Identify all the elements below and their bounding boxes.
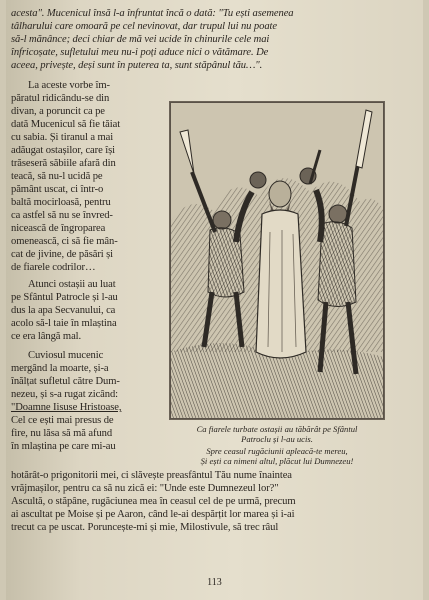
column-line: dus la apa Secvanului, ca: [11, 305, 116, 316]
column-line: pe Sfântul Patrocle și l-au: [11, 292, 118, 303]
figure-verse: Spre ceasul rugăciunii apleacă-te mereu,: [206, 446, 348, 456]
text-line: trecut ca pe uscat. Poruncește-mi și mie, Milostivule, să trec râul: [11, 522, 279, 533]
figure-verse: Și ești ca nimeni altul, plăcut lui Dumnezeu!: [200, 456, 354, 466]
column-line: fire, nu lăsa să mă afund: [11, 428, 113, 439]
text-line: acesta". Mucenicul însă l-a înfruntat încă o dată: "Tu ești asemenea: [11, 8, 294, 19]
column-line: adăugat ostașilor, care își: [11, 145, 115, 156]
column-line: nezeu, și s-a rugat zicând:: [11, 389, 119, 400]
book-page: [6, 0, 423, 600]
column-line: nicească de îngroparea: [11, 223, 106, 234]
column-line: Cuviosul mucenic: [28, 350, 104, 361]
column-line: cat de jivine, de păsări și: [11, 249, 114, 260]
column-line: înălțat sufletul către Dum-: [11, 376, 120, 387]
column-line: "Doamne Iisuse Hristoase,: [11, 402, 122, 413]
text-line: vrăjmașilor, pentru ca să nu zică ei: "Unde este Dumnezeul lor?": [11, 483, 279, 494]
column-line: divan, a poruncit ca pe: [11, 106, 105, 117]
column-line: baltă mocirloasă, pentru: [11, 197, 111, 208]
figure-caption: Ca fiarele turbate ostașii au tăbărât pe Sfântul: [196, 424, 358, 434]
column-line: ca astfel să nu se învred-: [11, 210, 113, 221]
column-line: trăseseră săbiile afară din: [11, 158, 116, 169]
column-line: La aceste vorbe îm-: [28, 80, 110, 91]
page-number: 113: [207, 577, 222, 588]
column-line: în mlaștina pe care mi-au: [11, 441, 116, 452]
column-line: dată Mucenicul să fie tăiat: [11, 119, 121, 130]
illustration-art: [170, 102, 384, 419]
column-line: de fiarele codrilor…: [11, 262, 96, 273]
text-line: Ascultă, o stăpâne, rugăciunea mea în ceasul cel de pe urmă, precum: [11, 496, 296, 507]
column-line: păratul ridicându-se din: [11, 93, 110, 104]
column-line: acolo să-l taie în mlaștina: [11, 318, 117, 329]
column-line: cu sabia. Și tiranul a mai: [11, 132, 114, 143]
column-line: mergând la moarte, și-a: [11, 363, 109, 374]
text-line: hotărât-o prigonitorii mei, ci slăvește preasfântul Tău nume înaintea: [11, 470, 292, 481]
figure-caption: Patroclu și l-au ucis.: [241, 434, 313, 444]
column-line: teacă, să nu-l ucidă pe: [11, 171, 103, 182]
text-line: să-l mănânce; deci chiar de mă vei ucide în chinurile cele mai: [11, 34, 270, 45]
column-line: Cel ce ești mai presus de: [11, 415, 114, 426]
text-line: tâlharului care omoară pe cel nevinovat, dar trupul lui nu poate: [11, 21, 277, 32]
text-line: aceea, privește, deși sunt în puterea ta, sunt stăpânul tău…".: [11, 60, 263, 71]
column-line: omenească, ci să fie mân-: [11, 236, 118, 247]
text-line: ai ascultat pe Moise și pe Aaron, când le-ai despărțit lor marea și i-ai: [11, 509, 295, 520]
martyrdom-engraving-icon: [169, 101, 385, 420]
column-line: Atunci ostașii au luat: [28, 279, 116, 290]
column-line: pământ uscat, ci într-o: [11, 184, 104, 195]
column-line: ce era lângă mal.: [11, 331, 82, 342]
text-line: înfricoșate, sufletului meu nu-i poți aduce nici o vătămare. De: [11, 47, 269, 58]
